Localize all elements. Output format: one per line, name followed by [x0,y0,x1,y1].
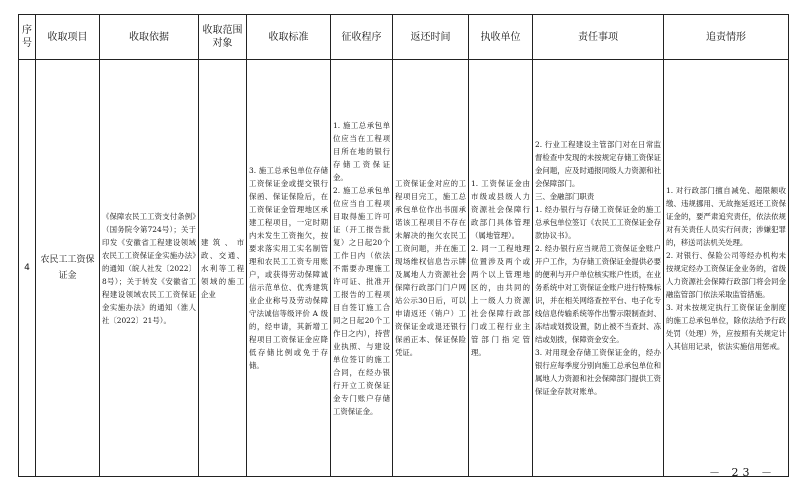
cell-item: 农民工工资保证金 [36,60,100,477]
cell-no: 4 [19,60,36,477]
header-collector: 执收单位 [469,15,533,60]
header-no: 序号 [19,15,36,60]
header-scope: 收取范围对象 [199,15,247,60]
header-return-time: 返还时间 [393,15,469,60]
header-row [19,15,789,60]
cell-collector: 1. 工资保证金由市级或县级人力资源社会保障行政部门具体管理（属地管理）。 2. 同一工程地理位置涉及两个或两个以上管理地区的，由共同的上一级人力资源社会保障行政部门或工程行业主管部门指定管理。 [469,60,533,477]
header-basis: 收取依据 [100,15,199,60]
header-standard: 收取标准 [247,15,331,60]
cell-accountability: 1. 对行政部门擅自减免、超限额收缴、违规挪用、无故拖延返还工资保证金的，要严肃追究责任，依法依规对有关责任人员实行问责；涉嫌犯罪的，移送司法机关处理。 2. 对银行、保险公司等经办机构未按规定经办工资保证金业务的，省级人力资源社会保障行政部门将会同金融监管部门依法采取监管措施。 3. 对未按规定执行工资保证金制度的施工总承包单位，除依法给予行政处罚（处理）外，应按照有关规定计入其信用记录，依法实施信用惩戒。 [664,60,789,477]
header-duties: 责任事项 [533,15,664,60]
page-number: － 23 － [709,466,776,479]
cell-standard: 3. 施工总承包单位存储工资保证金或提交银行保函、保证保险后，在工资保证金管理地区承建工程项目，一定时期内未发生工资拖欠，按要求落实用工实名制管理和农民工工资专用账户，或获得劳动保障诚信示范单位、优秀建筑业企业称号及劳动保障守法诚信等级评价 A 级的，经申请，其新增工程项目工资保证金应降低存储比例或免于存储。 [247,60,331,477]
header-accountability: 追责情形 [664,15,789,60]
cell-duties: 2. 行业工程建设主管部门对在日常监督检查中发现的未按规定存储工资保证金问题，应及时通报同级人力资源和社会保障部门。 三、金融部门职责 1. 经办银行与存储工资保证金的施工总承包单位签订《农民工工资保证金存款协议书》。 2. 经办银行应当规范工资保证金账户开户工作，为存储工资保证金提供必要的便利与开户单位核实账户性质，在业务系统中对工资保证金账户进行特殊标识，并在相关网络查控平台、电子化专线信息传输系统等作出警示限制查封、冻结或划拨设置，防止被不当查封、冻结或划拨，保障资金安全。 3. 对用现金存储工资保证金的，经办银行应每季度分别向施工总承包单位和属地人力资源和社会保障部门提供工资保证金存款对账单。 [533,60,664,477]
header-procedure: 征收程序 [331,15,393,60]
cell-procedure: 1. 施工总承包单位应当在工程项目所在地的银行存储工资保证金。 2. 施工总承包单位应当自工程项目取得施工许可证（开工报告批复）之日起20个工作日内（依法不需要办理施工许可证、批准开工报告的工程项目自签订施工合同之日起20个工作日之内），持营业执照、与建设单位签订的施工合同，在经办银行开立工资保证金专门账户存储工资保证金。 [331,60,393,477]
header-item: 收取项目 [36,15,100,60]
cell-return-time: 工资保证金对应的工程项目完工，施工总承包单位作出书面承诺该工程项目不存在未解决的拖欠农民工工资问题，并在施工现场维权信息告示牌及属地人力资源社会保障行政部门门户网站公示30日后，可以申请返还（销户）工资保证金或退还银行保函正本、保证保险凭证。 [393,60,469,477]
fee-table [18,14,789,477]
table-row [19,60,789,477]
cell-scope: 建筑、市政、交通、水利等工程领域的施工企业 [199,60,247,477]
cell-basis: 《保障农民工工资支付条例》（国务院令第724号）；关于印发《安徽省工程建设领域农民工工资保证金实施办法》的通知（皖人社发〔2022〕8号）；关于转发《安徽省工程建设领域农民工工资保证金实施办法》的通知（淮人社〔2022〕21号）。 [100,60,199,477]
